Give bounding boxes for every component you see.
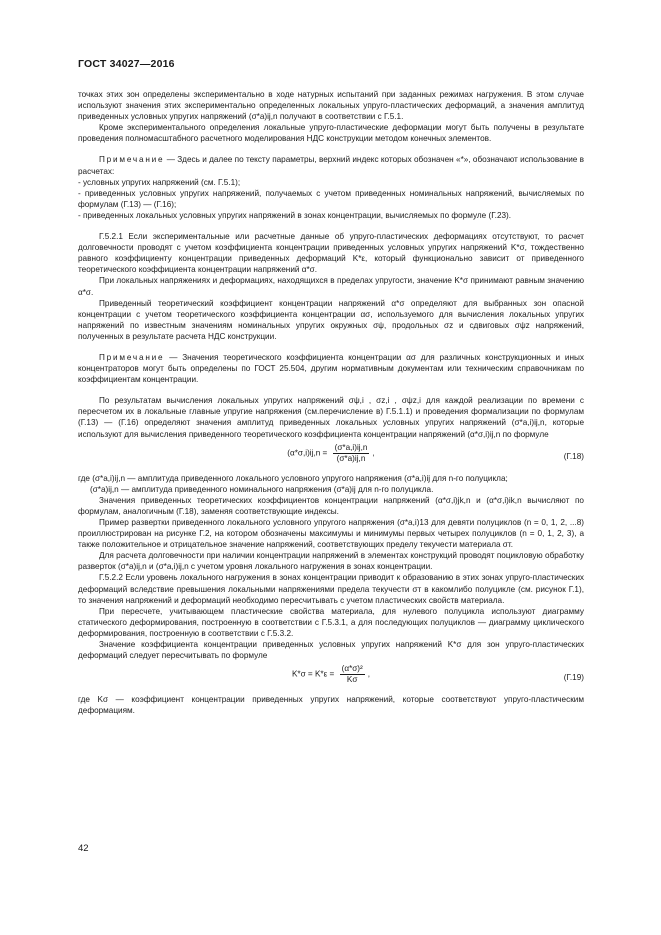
note-list-item: - приведенных локальных условных упругих напряжений в зонах концентрации, вычисляемых по формуле (Г.23).: [78, 210, 512, 220]
equation-lhs: K*σ = K*ε =: [291, 669, 335, 679]
page-number: 42: [78, 843, 89, 854]
note-label: Примечание: [99, 352, 165, 362]
paragraph: При локальных напряжениях и деформациях, находящихся в пределах упругости, значение K*σ принимают равным значению α*σ.: [78, 276, 584, 297]
equation-lhs: (α*σ,i)ij,n =: [287, 448, 328, 458]
equation-tail: ,: [372, 448, 375, 458]
equation-number: (Г.18): [563, 451, 584, 461]
equation-g18: [78, 443, 584, 469]
equation-numerator: (σ*a,i)ij,n: [334, 442, 368, 452]
note: [78, 352, 584, 385]
where-clause: где (σ*a,i)ij,n — амплитуда приведенного локального условного упругого напряжения (σ*a,i)ij для n-го полуцикла;: [78, 473, 508, 483]
equation-denominator: Kσ: [346, 675, 358, 685]
paragraph: При пересчете, учитывающем пластические свойства материала, для нулевого полуцикла используют диаграмму статического деформирования, построенную в соответствии с Г.5.3.1, а для последующих полуциклов — диаграмму циклического деформирования, построенную в соответствии с Г.5.3.2.: [78, 606, 584, 638]
note-text: — Здесь и далее по тексту параметры, верхний индекс которых обозначен «*», обозначают использование в расчетах:: [78, 155, 584, 176]
paragraph: По результатам вычисления локальных упругих напряжений σψ,i , σz,i , σψz,i для каждой реализации по времени с пересчетом их в локальные главные упругие напряжения (см.перечисление в) Г.5.1.1) и проведения формализации по формулам (Г.13) — (Г.16) определяют значения амплитуд приведенных локальных условных упругих напряжений (σ*a,i)ij,n, которые используют для вычисления приведенного теоретического коэффициента концентрации напряжений (α*σ,i)ij,n по формуле: [78, 396, 584, 439]
paragraph: Пример развертки приведенного локального условного упругого напряжения (σ*a,i)13 для девяти полуциклов (n = 0, 1, 2, ...8) проиллюстрирован на рисунке Г.2, на котором обозначены максимумы и минимумы первых четырех полуциклов (n = 0, 1, 2, 3), а также положительное и отрицательное значение напряжений, соответствующих пределу текучести материала σт.: [78, 518, 584, 550]
note-list-item: - условных упругих напряжений (см. Г.5.1);: [78, 177, 241, 187]
paragraph: где Kσ — коэффициент концентрации приведенных упругих напряжений, которые соответствуют упруго-пластическим деформациям.: [78, 695, 584, 716]
equation-fraction: [333, 443, 370, 464]
equation-numerator: (α*σ)²: [341, 664, 363, 674]
paragraph: Для расчета долговечности при наличии концентрации напряжений в элементах конструкций проводят поцикловую обработку разверток (σ*a)ij,n и (σ*a,i)ij,n с учетом уровня локального нагружения в зонах концентрации.: [78, 551, 584, 572]
paragraph: Г.5.2.2 Если уровень локального нагружения в зонах концентрации приводит к образованию в этих зонах упруго-пластических деформаций вследствие превышения локальными напряжениями предела текучести σт в какомлибо полуцикле (см. рисунок Г.1), то значения напряжений и деформаций необходимо пересчитывать с учетом пластических свойств материала.: [78, 573, 584, 605]
paragraph: Кроме экспериментального определения локальные упруго-пластические деформации могут быть получены в результате проведения полномасштабного расчетного моделирования НДС конструкции методом конечных элементов.: [78, 123, 584, 144]
equation-number: (Г.19): [563, 673, 584, 683]
note-label: Примечание: [99, 155, 165, 165]
paragraph: Значения приведенных теоретических коэффициентов концентрации напряжений (α*σ,i)jk,n и (α*σ,i)ik,n вычисляют по формулам, аналогичным (Г.18), заменяя соответствующие индексы.: [78, 495, 584, 516]
where-clause: (σ*a)ij,n — амплитуда приведенного номинального напряжения (σ*a)ij для n-го полуцикла.: [90, 484, 434, 494]
equation-fraction: [340, 664, 365, 685]
page-header: ГОСТ 34027—2016: [78, 58, 175, 70]
note-list-item: - приведенных условных упругих напряжений, получаемых с учетом приведенных номинальных напряжений, вычисляемых по формулам (Г.13) — (Г.16);: [78, 188, 584, 209]
equation-tail: ,: [367, 669, 371, 679]
equation-denominator: (σ*a)ij,n: [336, 453, 366, 463]
paragraph: точках этих зон определены экспериментально в ходе натурных испытаний при заданных режимах нагружения. В этом случае используют значения этих экспериментально определенных локальных упруго-пластических деформаций, а значения амплитуд приведенных условных упругих напряжений (σ*a)ij,n получают в соответствии с Г.5.1.: [78, 90, 584, 122]
note-text: — Значения теоретического коэффициента концентрации ασ для различных конструкционных и иных концентраторов могут быть определены по ГОСТ 25.504, другим нормативным документам или техническим справочникам по коэффициентам концентрации.: [78, 352, 584, 385]
page-body: [78, 89, 584, 716]
paragraph: Значение коэффициента концентрации приведенных условных упругих напряжений K*σ для зон упруго-пластических деформаций следует пересчитывать по формуле: [78, 640, 584, 661]
note: [78, 154, 584, 176]
paragraph: Приведенный теоретический коэффициент концентрации напряжений α*σ определяют для выбранных зон опасной концентрации с учетом теоретического коэффициента концентрации ασ, используемого для вычисления локальных упругих напряжений по известным значениям номинальных упругих окружных σψ, продольных σz и сдвиговых σψz напряжений, полученных в результате расчета НДС конструкции.: [78, 298, 584, 341]
equation-g19: [78, 664, 584, 690]
paragraph: Г.5.2.1 Если экспериментальные или расчетные данные об упруго-пластических деформациях отсутствуют, то расчет долговечности проводят с учетом коэффициента концентрации приведенных условных упругих напряжений K*σ, тождественно равного коэффициенту концентрации приведенных деформаций K*ε, который функционально зависит от приведенного теоретического коэффициента концентрации напряжений α*σ.: [78, 232, 584, 275]
